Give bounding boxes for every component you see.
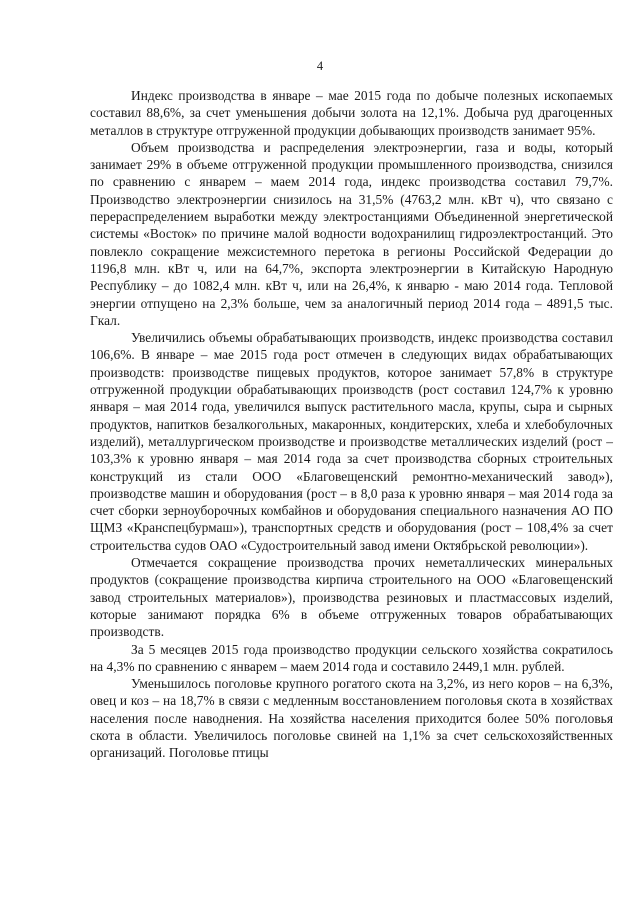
body-text [90, 87, 613, 762]
paragraph-electricity: Объем производства и распределения электроэнергии, газа и воды, который занимает 29% в объеме отгруженной продукции промышленного производства, снизился по сравнению с январем – маем 2014 года, индекс производства составил 79,7%. Производство электроэнергии снизилось на 31,5% (4763,2 млн. кВт ч), что связано с перераспределением выработки между электростанциями Объединенной энергетической системы «Восток» по причине малой водности водохранилищ гидроэлектростанций. Это повлекло сокращение межсистемного перетока в регионы Российской Федерации до 1196,8 млн. кВт ч, или на 64,7%, экспорта электроэнергии в Китайскую Народную Республику – до 1082,4 млн. кВт ч, или на 26,4%, к январю - маю 2014 года. Тепловой энергии отпущено на 2,3% больше, чем за аналогичный период 2014 года – 4891,5 тыс. Гкал. [90, 139, 613, 328]
paragraph-livestock: Уменьшилось поголовье крупного рогатого скота на 3,2%, из него коров – на 6,3%, овец и коз – на 18,7% в связи с медленным восстановлением поголовья скота в хозяйствах населения после наводнения. На хозяйства населения приходится более 50% поголовья скота в области. Увеличилось поголовье свиней на 1,1% за счет сельскохозяйственных организаций. Поголовье птицы [90, 676, 613, 761]
paragraph-agriculture: За 5 месяцев 2015 года производство продукции сельского хозяйства сократилось на 4,3% по сравнению с январем – маем 2014 года и составило 2449,1 млн. рублей. [90, 641, 613, 674]
paragraph-manufacturing-decline: Отмечается сокращение производства прочих неметаллических минеральных продуктов (сокращение производства кирпича строительного на ООО «Благовещенский завод строительных материалов»), производства резиновых и пластмассовых изделий, которые занимают порядка 6% в объеме отгруженных товаров обрабатывающих производств. [90, 555, 613, 640]
paragraph-mining: Индекс производства в январе – мае 2015 года по добыче полезных ископаемых составил 88,6%, за счет уменьшения добычи золота на 12,1%. Добыча руд драгоценных металлов в структуре отгруженной продукции добывающих производств занимает 95%. [90, 88, 613, 138]
paragraph-manufacturing: Увеличились объемы обрабатывающих производств, индекс производства составил 106,6%. В январе – мае 2015 года рост отмечен в следующих видах обрабатывающих производств: производстве пищевых продуктов, которое занимает 57,8% в структуре отгруженной продукции обрабатывающих производств (рост составил 124,7% к уровню января – мая 2014 года, увеличился выпуск растительного масла, крупы, сыра и сырных продуктов, напитков безалкогольных, макаронных, кондитерских, хлеба и хлебобулочных изделий), металлургическом производстве и производстве металлических изделий (рост – 103,3% к уровню января – мая 2014 года за счет производства сборных строительных конструкций из стали ООО «Благовещенский ремонтно-механический завод»), производстве машин и оборудования (рост – в 8,0 раза к уровню января – мая 2014 года за счет сборки зерноуборочных комбайнов и оборудования специального назначения АО ПО ЩМЗ «Кранспецбурмаш»), транспортных средств и оборудования (рост – 108,4% за счет строительства судов ОАО «Судостроительный завод имени Октябрьской революции»). [90, 330, 613, 553]
page-number: 4 [316, 59, 324, 73]
